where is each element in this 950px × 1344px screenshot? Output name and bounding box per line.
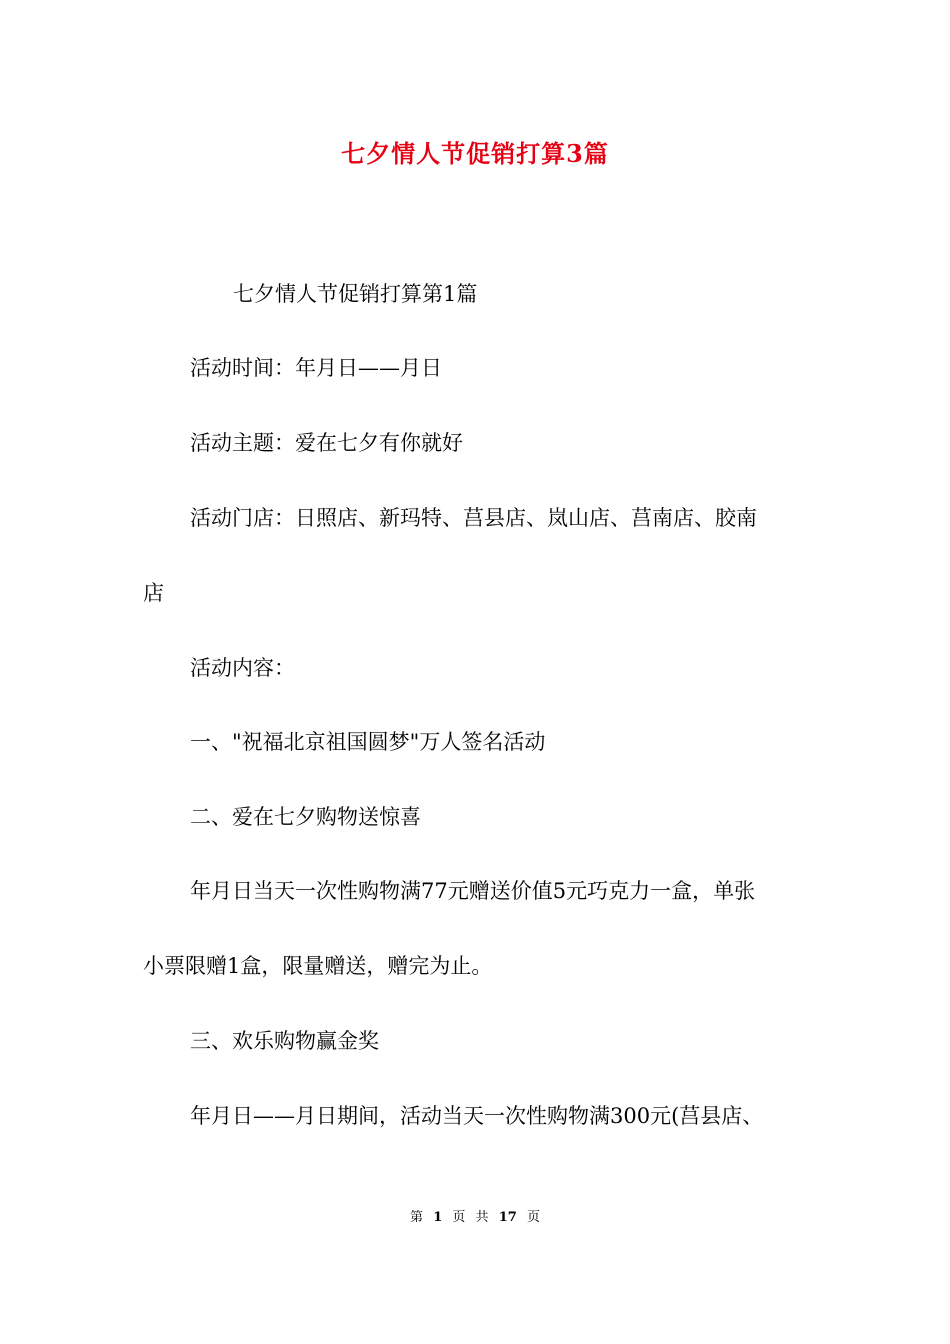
footer-mid1: 页 xyxy=(452,1210,466,1225)
paragraph-activity-stores-cont: 店 xyxy=(143,581,164,605)
footer-suffix: 页 xyxy=(526,1210,540,1225)
paragraph-item-1: 一、"祝福北京祖国圆梦"万人签名活动 xyxy=(190,730,546,754)
footer-prefix: 第 xyxy=(410,1210,424,1225)
paragraph-activity-time: 活动时间：年月日——月日 xyxy=(190,356,442,380)
paragraph-item-2-detail: 年月日当天一次性购物满77元赠送价值5元巧克力一盒，单张 xyxy=(190,879,756,903)
paragraph-item-3: 三、欢乐购物赢金奖 xyxy=(190,1029,379,1053)
paragraph-activity-content: 活动内容： xyxy=(190,656,295,680)
section-heading-1: 七夕情人节促销打算第1篇 xyxy=(233,282,478,306)
paragraph-activity-stores: 活动门店：日照店、新玛特、莒县店、岚山店、莒南店、胶南 xyxy=(190,506,757,530)
footer-current-page: 1 xyxy=(433,1210,443,1225)
document-title: 七夕情人节促销打算3篇 xyxy=(341,139,609,168)
footer-mid2: 共 xyxy=(475,1210,489,1225)
paragraph-item-2: 二、爱在七夕购物送惊喜 xyxy=(190,805,421,829)
footer-total-pages: 17 xyxy=(498,1210,517,1225)
page-footer xyxy=(0,1206,950,1230)
paragraph-item-3-detail: 年月日——月日期间，活动当天一次性购物满300元(莒县店、 xyxy=(190,1104,764,1128)
paragraph-item-2-detail-cont: 小票限赠1盒，限量赠送，赠完为止。 xyxy=(143,954,493,978)
paragraph-activity-theme: 活动主题：爱在七夕有你就好 xyxy=(190,431,463,455)
